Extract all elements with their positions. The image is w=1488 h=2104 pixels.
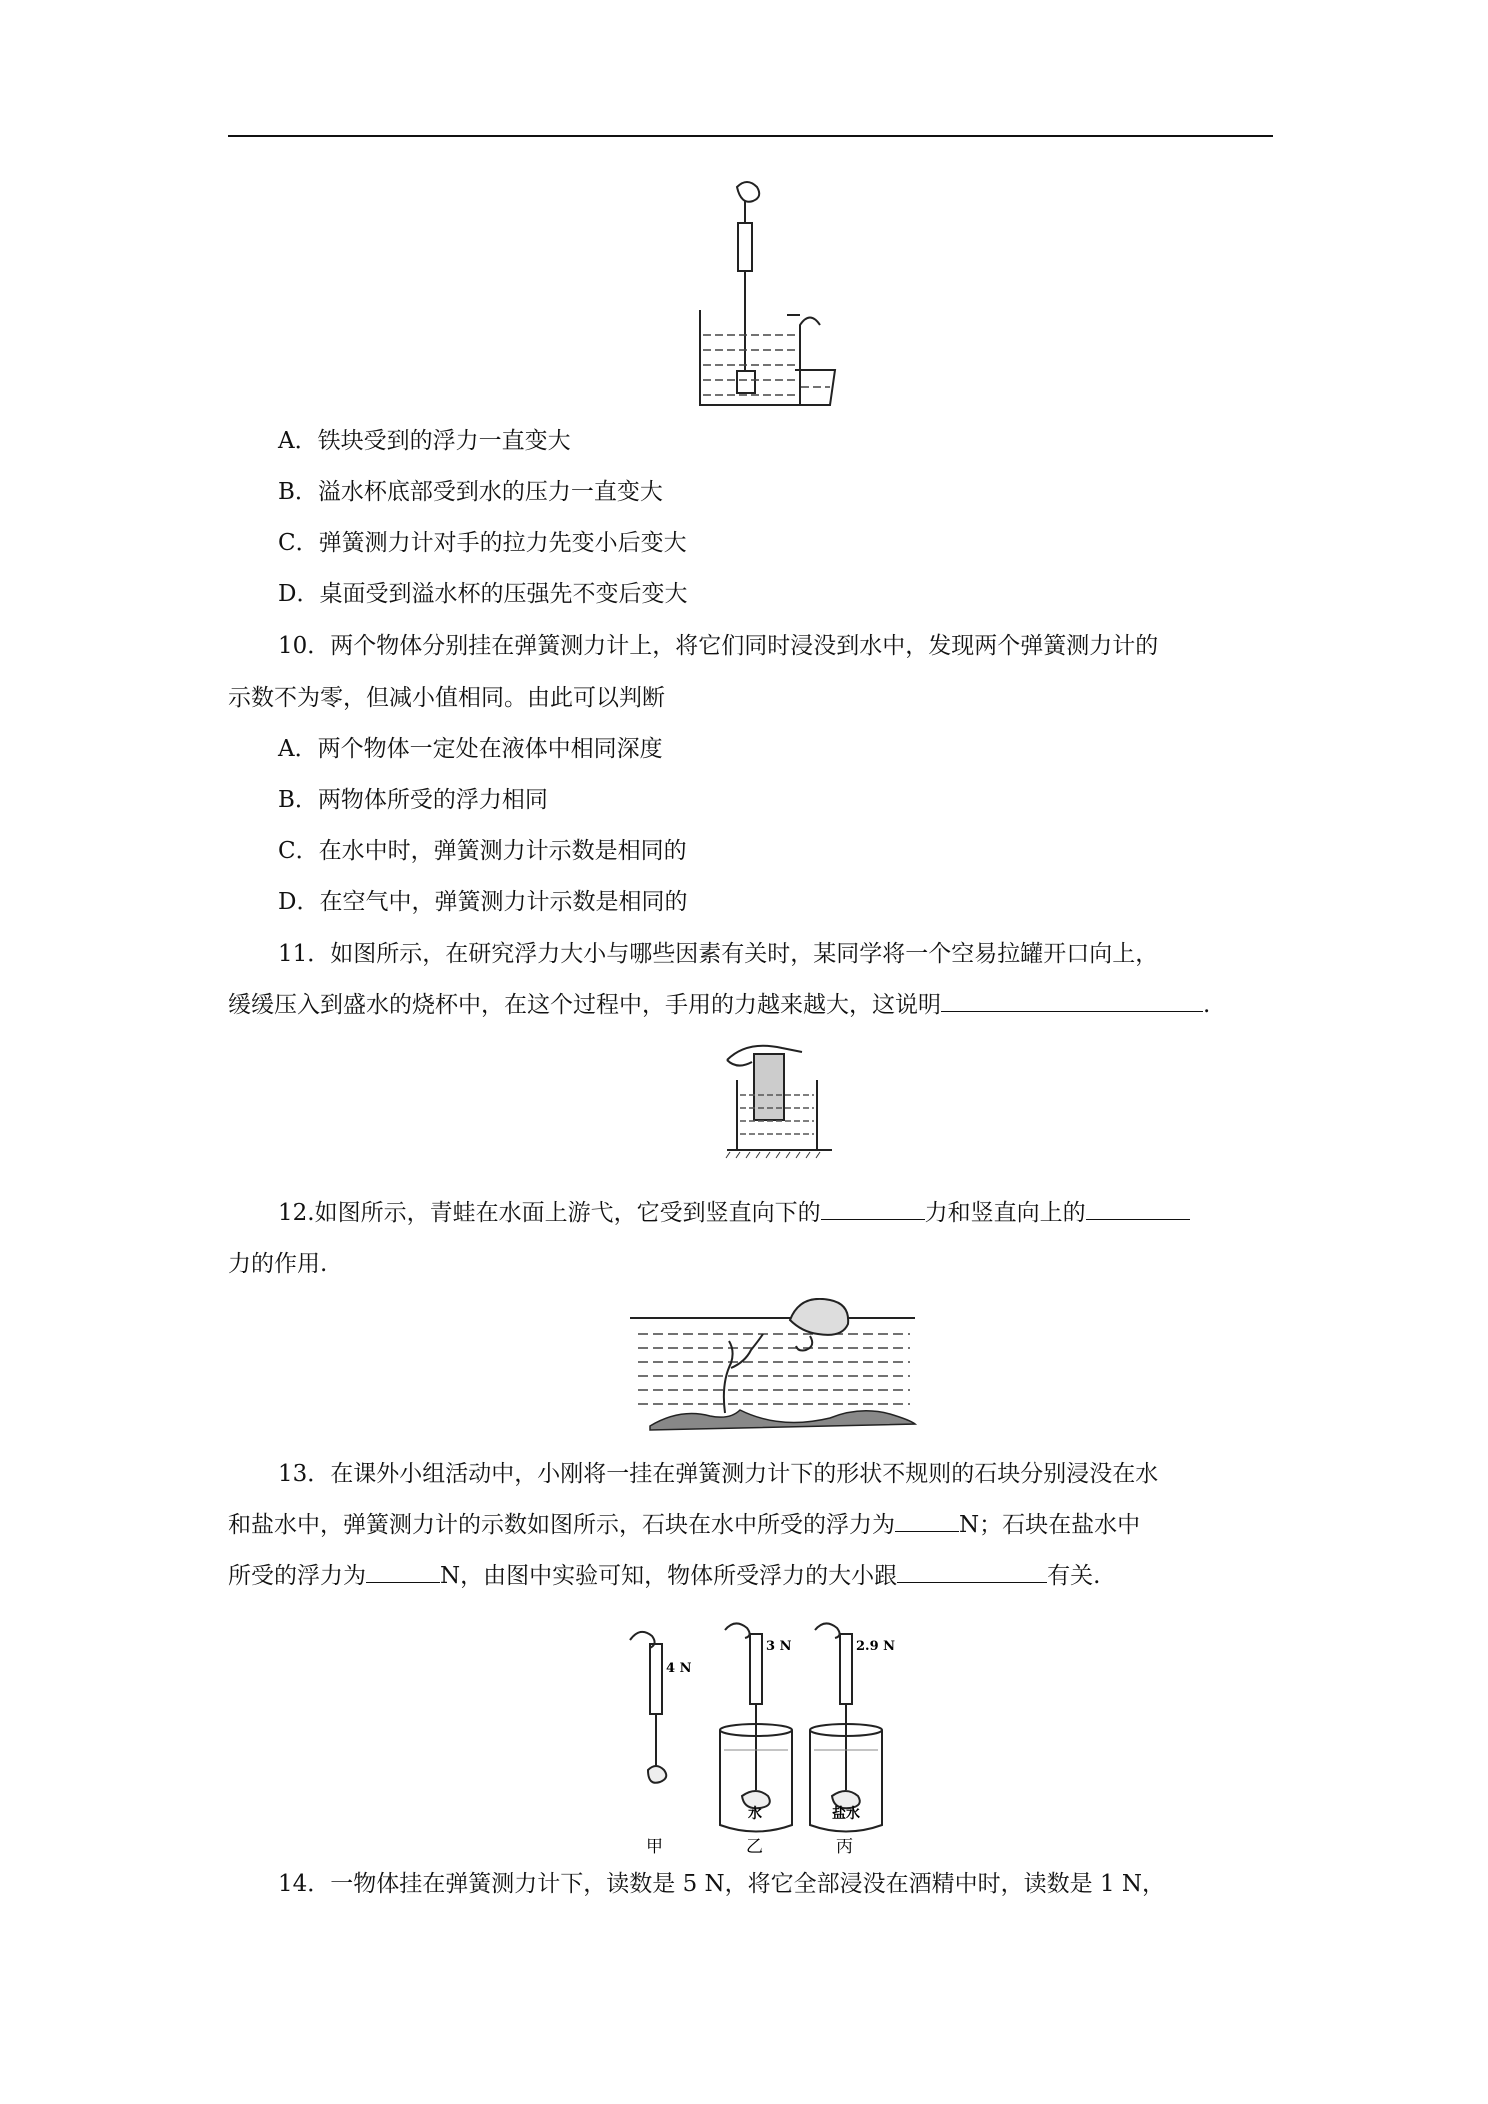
q12-stem-line2: 力的作用. (228, 1251, 328, 1277)
q9-option-d: D．桌面受到溢水杯的压强先不变后变大 (278, 581, 688, 607)
caption-bing: 丙 (836, 1837, 853, 1857)
q11-answer-blank[interactable] (941, 989, 1203, 1012)
q13-stem-text-c: 所受的浮力为 (228, 1563, 366, 1589)
frog-water-figure (630, 1298, 920, 1438)
q13-stem-text-b: N；石块在盐水中 (959, 1512, 1141, 1538)
q13-stem-text-d: N，由图中实验可知，物体所受浮力的大小跟 (440, 1563, 898, 1589)
q12-stem-text-a: 12.如图所示，青蛙在水面上游弋，它受到竖直向下的 (278, 1200, 821, 1226)
q9-option-a: A．铁块受到的浮力一直变大 (278, 428, 571, 454)
liquid-label-saltwater: 盐水 (832, 1806, 860, 1822)
q11-stem-line2 (228, 989, 1210, 1021)
q11-end-mark: . (1203, 992, 1211, 1018)
overflow-cup-figure (695, 175, 855, 415)
q12-stem-line1 (278, 1197, 1190, 1229)
can-beaker-figure (722, 1040, 842, 1160)
q10-option-c: C．在水中时，弹簧测力计示数是相同的 (278, 838, 687, 864)
q13-stem-text-e: 有关. (1047, 1563, 1101, 1589)
q14-stem-line1: 14．一物体挂在弹簧测力计下，读数是 5 N，将它全部浸没在酒精中时，读数是 1 N， (278, 1871, 1166, 1897)
caption-yi: 乙 (746, 1837, 763, 1857)
q13-answer-blank-3[interactable] (897, 1560, 1047, 1583)
q13-stem-line2 (228, 1509, 1140, 1541)
q10-stem-line1: 10．两个物体分别挂在弹簧测力计上，将它们同时浸没到水中，发现两个弹簧测力计的 (278, 633, 1159, 659)
reading-bing: 2.9 N (856, 1639, 896, 1654)
q10-stem-line2: 示数不为零，但减小值相同。由此可以判断 (228, 685, 665, 711)
q13-stem-line3 (228, 1560, 1100, 1592)
q13-stem-line1: 13．在课外小组活动中，小刚将一挂在弹簧测力计下的形状不规则的石块分别浸没在水 (278, 1461, 1159, 1487)
caption-jia: 甲 (646, 1837, 663, 1857)
reading-yi: 3 N (766, 1639, 792, 1654)
q9-option-b: B．溢水杯底部受到水的压力一直变大 (278, 479, 663, 505)
q9-option-c: C．弹簧测力计对手的拉力先变小后变大 (278, 530, 687, 556)
q13-stem-text-a: 和盐水中，弹簧测力计的示数如图所示，石块在水中所受的浮力为 (228, 1512, 895, 1538)
q10-option-b: B．两物体所受的浮力相同 (278, 787, 548, 813)
header-rule (228, 135, 1273, 137)
liquid-label-water: 水 (748, 1806, 762, 1822)
q13-answer-blank-2[interactable] (366, 1560, 440, 1583)
q10-option-a: A．两个物体一定处在液体中相同深度 (278, 736, 663, 762)
q12-stem-text-b: 力和竖直向上的 (924, 1200, 1086, 1226)
q10-option-d: D．在空气中，弹簧测力计示数是相同的 (278, 889, 688, 915)
stone-buoyancy-figure (620, 1620, 920, 1860)
q12-answer-blank-2[interactable] (1086, 1197, 1190, 1220)
q12-answer-blank-1[interactable] (821, 1197, 925, 1220)
q13-answer-blank-1[interactable] (895, 1509, 959, 1532)
reading-jia: 4 N (666, 1661, 692, 1676)
q11-stem-line1: 11．如图所示，在研究浮力大小与哪些因素有关时，某同学将一个空易拉罐开口向上， (278, 941, 1159, 967)
q11-stem-text: 缓缓压入到盛水的烧杯中，在这个过程中，手用的力越来越大，这说明 (228, 992, 941, 1018)
